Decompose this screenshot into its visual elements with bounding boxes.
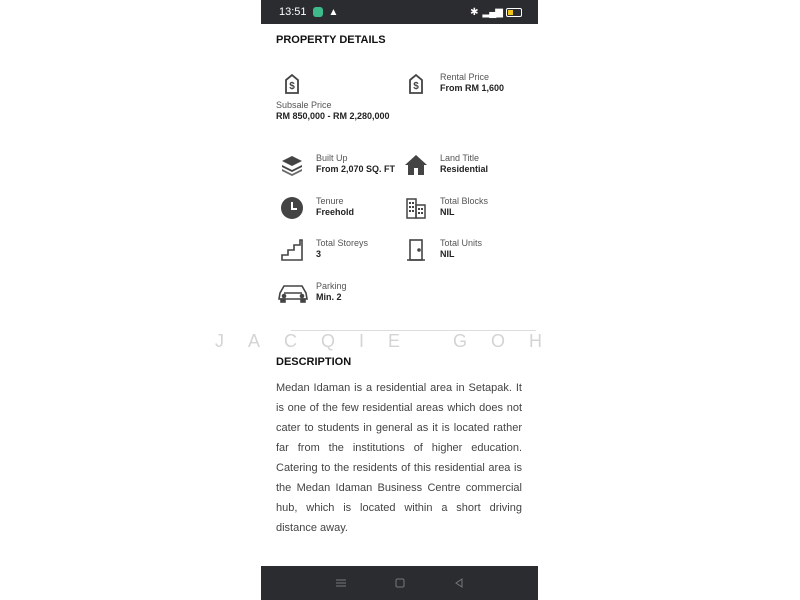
status-time: 13:51	[279, 6, 307, 18]
detail-total-units	[404, 238, 482, 262]
detail-land-title	[404, 153, 488, 177]
detail-built-up	[280, 153, 395, 177]
house-icon	[404, 153, 428, 177]
layers-icon	[280, 153, 304, 177]
detail-value: NIL	[440, 249, 455, 259]
detail-label: Land Title	[440, 153, 480, 163]
detail-total-blocks	[404, 196, 488, 220]
detail-value: From RM 1,600	[440, 83, 505, 93]
detail-value: Freehold	[316, 207, 355, 217]
menu-icon[interactable]	[333, 575, 349, 591]
description-text: Medan Idaman is a residential area in Setapak. It is one of the few residential areas which does not cater to students in general as it is located rather far from the institutions of higher education. Catering to the residents of this residential area is the Medan Idaman Business Centre commercial hub, which is located within a short driving distance away.	[276, 382, 522, 534]
detail-tenure	[280, 196, 354, 220]
detail-label: Built Up	[316, 153, 348, 163]
detail-label: Total Blocks	[440, 196, 489, 206]
app-notification-icon	[313, 7, 323, 17]
warning-icon: ▲	[328, 6, 339, 18]
bluetooth-icon: ✱	[470, 6, 479, 18]
home-icon[interactable]	[392, 575, 408, 591]
watermark: JACQIE GOH	[215, 331, 567, 351]
navigation-bar	[261, 566, 538, 600]
detail-parking	[276, 281, 347, 305]
detail-label: Parking	[316, 281, 347, 291]
price-tag-icon	[280, 72, 304, 96]
detail-label: Total Storeys	[316, 238, 369, 248]
detail-value: RM 850,000 - RM 2,280,000	[276, 111, 390, 121]
detail-value: NIL	[440, 207, 455, 217]
status-bar	[261, 0, 538, 24]
detail-value: From 2,070 SQ. FT	[316, 164, 396, 174]
detail-subsale-price	[276, 72, 390, 122]
detail-label: Rental Price	[440, 72, 490, 82]
detail-total-storeys	[280, 238, 368, 262]
battery-icon	[506, 8, 522, 17]
car-icon	[276, 281, 310, 305]
svg-text:$: $	[413, 81, 419, 92]
property-details-title: PROPERTY DETAILS	[276, 34, 386, 46]
detail-value: 3	[316, 249, 322, 259]
detail-value: Min. 2	[316, 292, 342, 302]
stairs-icon	[280, 238, 304, 262]
property-details-grid	[276, 48, 523, 302]
detail-label: Tenure	[316, 196, 344, 206]
detail-label: Total Units	[440, 238, 483, 248]
signal-icon: ▂▄▆	[482, 6, 502, 18]
building-icon	[404, 196, 428, 220]
door-icon	[404, 238, 428, 262]
clock-icon	[280, 196, 304, 220]
detail-value: Residential	[440, 164, 489, 174]
description-title: DESCRIPTION	[276, 356, 352, 368]
detail-rental-price	[404, 72, 504, 96]
back-icon[interactable]	[451, 575, 467, 591]
detail-label: Subsale Price	[276, 100, 332, 110]
svg-text:$: $	[289, 81, 295, 92]
price-tag-icon	[404, 72, 428, 96]
